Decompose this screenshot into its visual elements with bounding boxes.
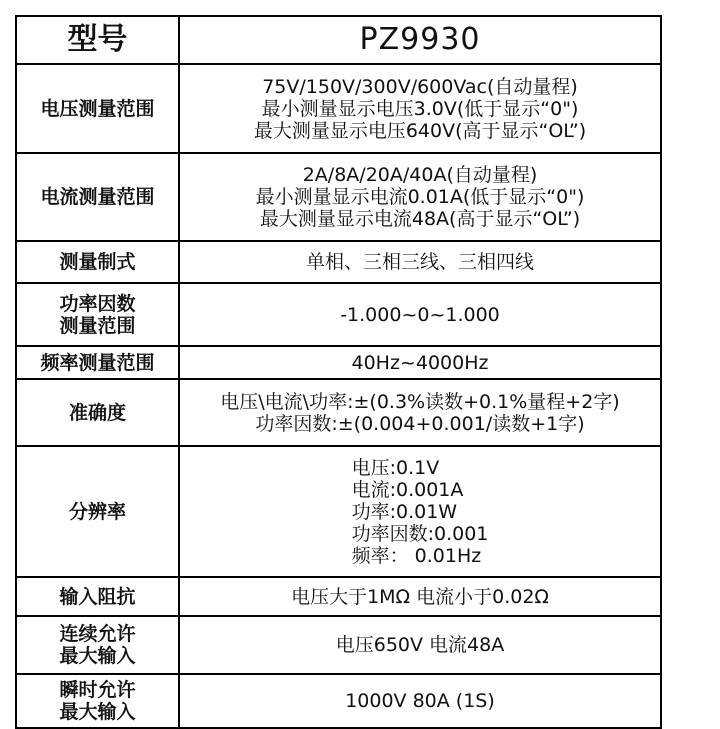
row-label xyxy=(16,64,179,153)
model-value: PZ9930 xyxy=(179,16,661,64)
row-label-line: 最大输入 xyxy=(59,645,136,667)
row-value xyxy=(179,153,661,241)
spec-table xyxy=(15,15,662,729)
table-row-instant-max-input xyxy=(16,674,661,728)
row-label xyxy=(16,241,179,283)
row-value-line: 1000V 80A (1S) xyxy=(345,690,495,712)
row-label-line: 分辨率 xyxy=(68,500,126,523)
row-label-line: 功率因数 xyxy=(59,292,136,315)
row-label-line: 输入阻抗 xyxy=(59,585,136,608)
row-value xyxy=(179,379,661,446)
row-label-line: 瞬时允许 xyxy=(59,679,136,701)
row-value-line: 最大测量显示电压640V(高于显示“OL”) xyxy=(253,119,587,142)
row-label xyxy=(16,616,179,674)
row-value xyxy=(179,577,661,616)
row-label-line: 频率测量范围 xyxy=(40,351,155,374)
row-label xyxy=(16,379,179,446)
row-value-line: 最小测量显示电压3.0V(低于显示“0") xyxy=(261,97,579,120)
row-value-line: 最大测量显示电流48A(高于显示“OL”) xyxy=(259,208,581,230)
model-label: 型号 xyxy=(16,16,179,64)
table-row-resolution xyxy=(16,446,661,577)
table-row-power-factor-range xyxy=(16,283,661,346)
row-value-line: 单相、三相三线、三相四线 xyxy=(305,251,534,273)
header-row xyxy=(16,16,661,64)
resolution-list xyxy=(352,457,489,567)
row-label-line: 连续允许 xyxy=(59,623,136,645)
row-value xyxy=(179,346,661,379)
row-label xyxy=(16,577,179,616)
row-value-line: 电压650V 电流48A xyxy=(335,634,505,656)
row-value-line: 最小测量显示电流0.01A(低于显示“0") xyxy=(255,186,585,208)
table-row-input-impedance xyxy=(16,577,661,616)
row-label xyxy=(16,283,179,346)
row-value xyxy=(179,446,661,577)
row-value xyxy=(179,674,661,728)
row-label xyxy=(16,153,179,241)
row-label-line: 测量范围 xyxy=(59,314,136,337)
row-value-line: 电压\电流\功率:±(0.3%读数+0.1%量程+2字) xyxy=(220,390,620,413)
row-label-line: 电压测量范围 xyxy=(40,97,155,120)
row-value-line: 2A/8A/20A/40A(自动量程) xyxy=(302,164,538,186)
row-value xyxy=(179,64,661,153)
row-value xyxy=(179,616,661,674)
row-value-line: 75V/150V/300V/600Vac(自动量程) xyxy=(262,75,578,98)
table-row-measurement-system xyxy=(16,241,661,283)
row-value xyxy=(179,241,661,283)
row-label-line: 准确度 xyxy=(68,401,126,424)
row-value xyxy=(179,283,661,346)
row-value-line: 频率： 0.01Hz xyxy=(351,544,482,567)
table-row-current-range xyxy=(16,153,661,241)
row-value-line: 电压大于1MΩ 电流小于0.02Ω xyxy=(291,585,549,608)
row-value-line: 40Hz~4000Hz xyxy=(351,351,489,374)
row-label xyxy=(16,674,179,728)
table-row-voltage-range xyxy=(16,64,661,153)
row-label-line: 电流测量范围 xyxy=(40,186,155,208)
row-value-line: 电流:0.001A xyxy=(351,478,464,501)
row-value-line: -1.000~0~1.000 xyxy=(340,303,500,326)
row-label-line: 测量制式 xyxy=(59,251,136,273)
table-row-accuracy xyxy=(16,379,661,446)
row-label xyxy=(16,346,179,379)
table-row-continuous-max-input xyxy=(16,616,661,674)
row-value-line: 功率:0.01W xyxy=(351,500,458,523)
row-label xyxy=(16,446,179,577)
row-value-line: 功率因数:±(0.004+0.001/读数+1字) xyxy=(255,412,585,435)
row-value-line: 电压:0.1V xyxy=(351,456,440,479)
row-value-line: 功率因数:0.001 xyxy=(351,522,489,545)
row-label-line: 最大输入 xyxy=(59,701,136,723)
table-row-frequency-range xyxy=(16,346,661,379)
